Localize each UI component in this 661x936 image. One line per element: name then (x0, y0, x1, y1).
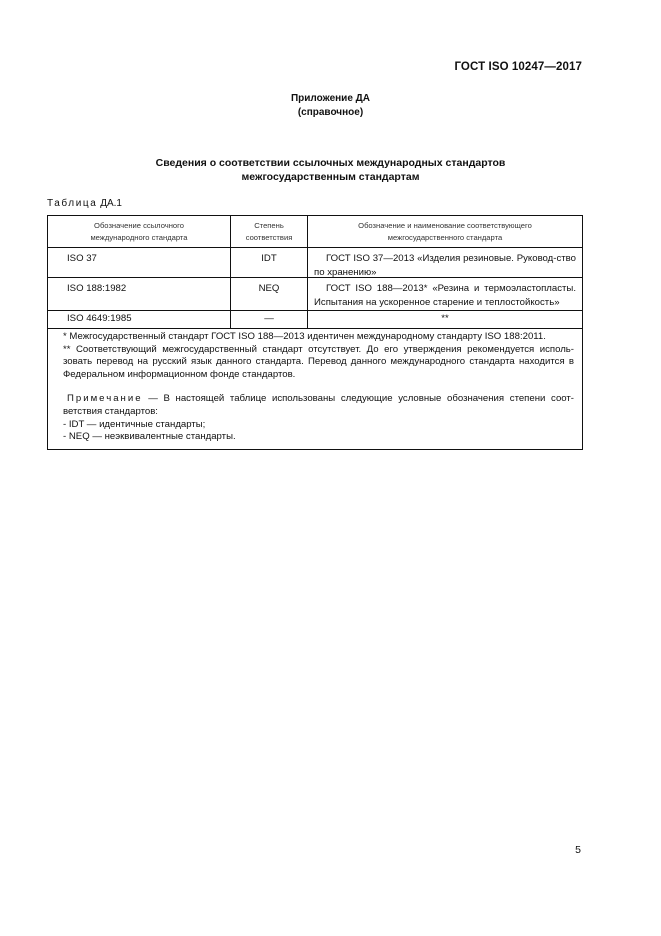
table-caption-word: Таблица (47, 198, 98, 209)
national-standard-cell (308, 278, 582, 310)
section-title-line-2: межгосударственным стандартам (241, 170, 420, 183)
degree-cell: — (231, 311, 308, 328)
table-footnotes (48, 329, 582, 449)
document-code: ГОСТ ISO 10247—2017 (454, 61, 582, 73)
header-international-standard (48, 216, 231, 247)
national-standard-text: ГОСТ ISO 188—2013* «Резина и термоэластопласты. Испытания на ускоренное старение и теплостойкость» (314, 283, 576, 308)
header-line: межгосударственного стандарта (387, 232, 503, 242)
table-note (63, 393, 574, 418)
header-line: международного стандарта (90, 232, 188, 242)
table-row (48, 311, 582, 329)
header-national-standard (308, 216, 582, 247)
appendix-type: (справочное) (297, 107, 364, 118)
degree-cell: IDT (231, 248, 308, 277)
degree-cell: NEQ (231, 278, 308, 310)
footnote-2: ** Соответствующий межгосударственный стандарт отсутствует. До его утверждения рекомендуется исполь-зовать перевод на русский язык данного стандарта. Перевод данного международного стандарта находится в Федеральном информационном фонде стандартов. (63, 343, 574, 380)
national-standard-cell (308, 248, 582, 277)
appendix-heading (0, 92, 661, 120)
appendix-label: Приложение ДА (290, 93, 371, 104)
correspondence-table (47, 215, 583, 450)
note-label: Примечание (67, 393, 143, 405)
footnote-1: * Межгосударственный стандарт ГОСТ ISO 188—2013 идентичен международному стандарту ISO 188:2011. (63, 331, 546, 342)
page-number: 5 (575, 844, 581, 856)
intl-standard-cell: ISO 37 (48, 248, 231, 277)
national-standard-cell: ** (441, 313, 449, 324)
section-title-line-1: Сведения о соответствии ссылочных международных стандартов (155, 157, 506, 169)
header-line: Обозначение и наименование соответствующего (358, 221, 532, 230)
note-item-idt: - IDT — идентичные стандарты; (63, 418, 206, 430)
intl-standard-cell: ISO 4649:1985 (48, 311, 231, 328)
section-title (0, 157, 661, 184)
table-row (48, 278, 582, 311)
table-caption-number: ДА.1 (100, 198, 122, 209)
note-text: — В настоящей таблице использованы следующие условные обозначения степени соот-ветствия стандартов: (63, 393, 574, 417)
national-standard-text: ГОСТ ISO 37—2013 «Изделия резиновые. Руковод-ство по хранению» (314, 253, 576, 278)
header-line: Степень (254, 221, 284, 230)
header-line: соответствия (245, 232, 293, 242)
table-row (48, 248, 582, 278)
header-line: Обозначение ссылочного (94, 221, 184, 230)
note-item-neq: - NEQ — неэквивалентные стандарты. (63, 431, 236, 443)
table-caption (47, 198, 122, 209)
intl-standard-cell: ISO 188:1982 (48, 278, 231, 310)
header-degree (231, 216, 308, 247)
table-header-row (48, 216, 582, 248)
